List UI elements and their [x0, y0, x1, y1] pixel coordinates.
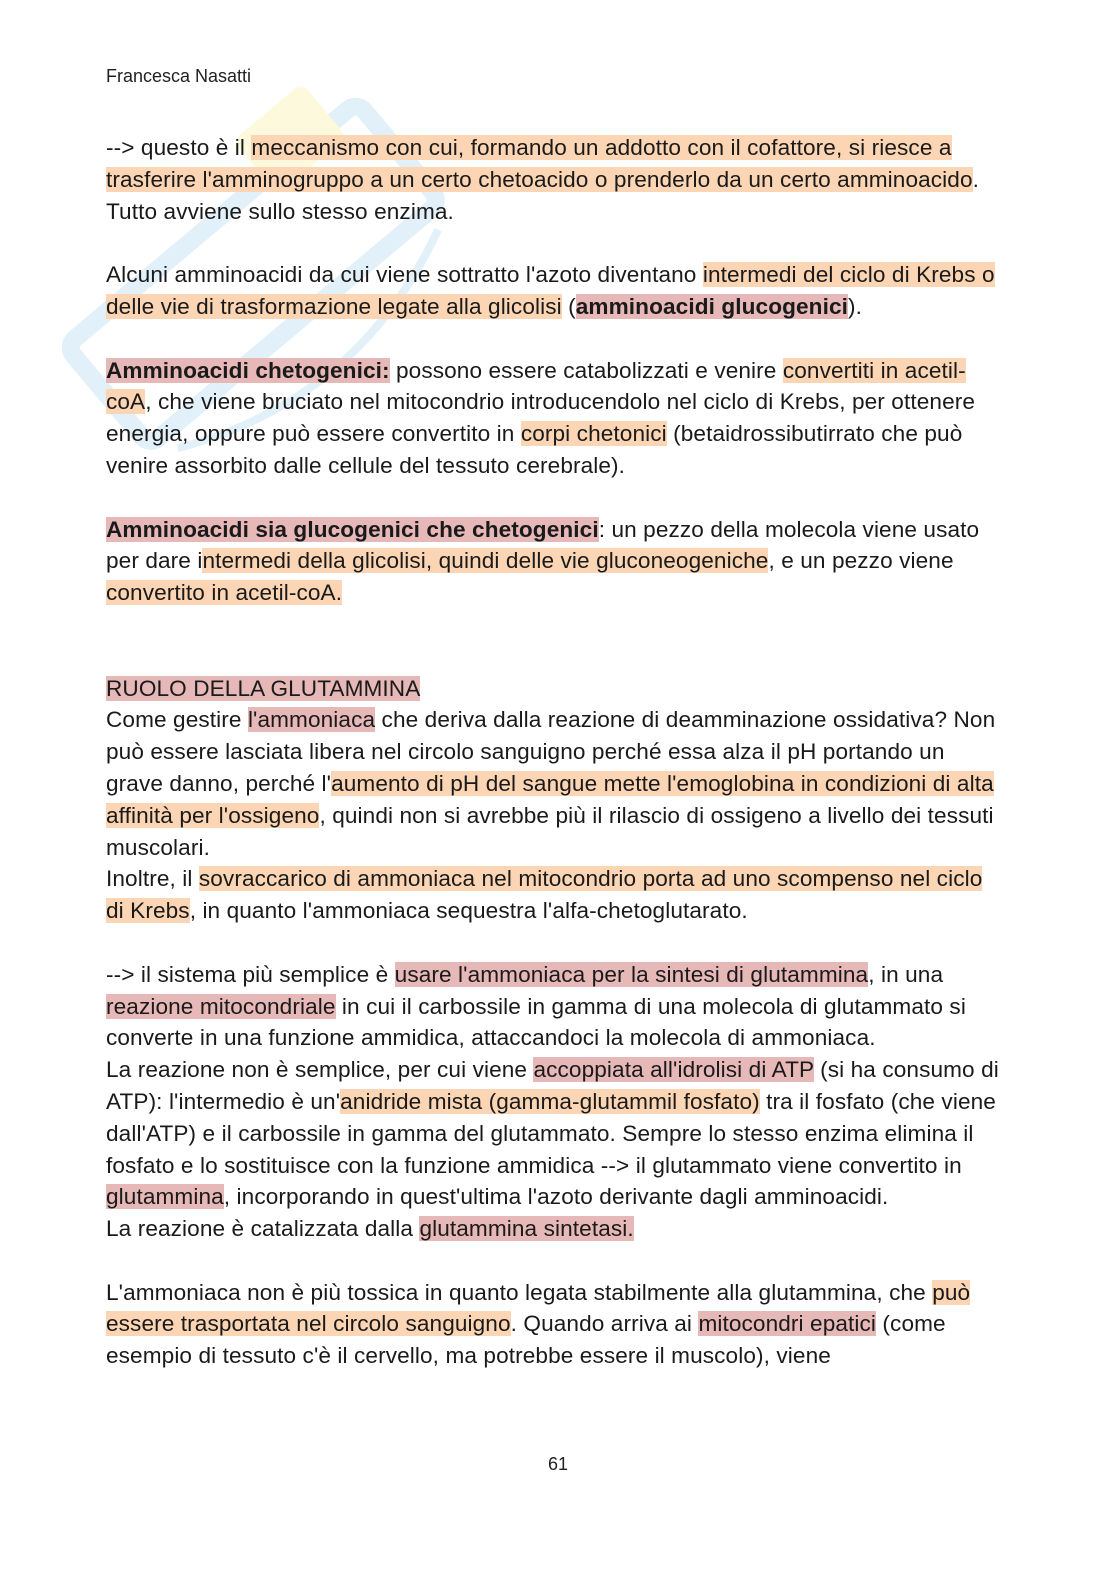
text: . Tutto avviene sullo stesso enzima. — [106, 166, 980, 224]
paragraph-ketogenic — [106, 355, 1006, 482]
text: , in una — [868, 961, 944, 987]
paragraph-krebs-overload — [106, 863, 1006, 927]
highlight: anidride mista (gamma-glutammil fosfato) — [340, 1088, 760, 1114]
page-header-author: Francesca Nasatti — [106, 66, 252, 86]
paragraph-both — [106, 514, 1006, 609]
bold-highlight: Amminoacidi chetogenici: — [106, 357, 390, 383]
paragraph-transport — [106, 1277, 1006, 1372]
text: , incorporando in quest'ultima l'azoto derivante dagli amminoacidi. — [223, 1184, 889, 1210]
highlight: l'ammoniaca — [247, 707, 376, 733]
paragraph-ammonia — [106, 704, 1006, 863]
paragraph-atp — [106, 1054, 1006, 1213]
highlight: corpi chetonici — [520, 421, 667, 447]
highlight: glutammina — [106, 1184, 224, 1210]
text: , che viene bruciato nel mitocondrio introducendolo nel ciclo di Krebs, per ottenere energia, oppure può essere convertito in — [106, 389, 976, 447]
highlight: usare l'ammoniaca per la sintesi di glutammina — [394, 961, 869, 987]
section-title — [106, 673, 1006, 705]
highlight: ntermedi della glicolisi, quindi delle vie gluconeogeniche — [202, 548, 769, 574]
text: Come gestire — [106, 707, 248, 733]
highlight: può essere trasportata nel circolo sanguigno — [106, 1279, 971, 1337]
text: tra il fosfato (che viene dall'ATP) e il carbossile in gamma del glutammato. Sempre lo stesso enzima elimina il fosfato e lo sostituisce con la funzione ammidica --> il glutammato viene convertito in — [106, 1088, 996, 1178]
text: ). — [848, 293, 863, 319]
highlight: convertiti in acetil-coA — [106, 357, 966, 415]
text: --> questo è il — [106, 135, 252, 160]
text: in cui il carbossile in gamma di una molecola di glutammato si converte in una funzione ammidica, attaccandoci la molecola di ammoniaca. — [106, 993, 966, 1051]
highlight: accoppiata all'idrolisi di ATP — [533, 1057, 814, 1083]
highlight: mitocondri epatici — [698, 1311, 877, 1337]
text: --> il sistema più semplice è — [106, 961, 395, 987]
text: ( — [561, 293, 576, 319]
text: che deriva dalla reazione di deamminazione ossidativa? Non può essere lasciata libera nel circolo sanguigno perché essa alza il pH portando un grave danno, perché l' — [106, 707, 996, 796]
paragraph-glutamine-synthesis — [106, 959, 1006, 1054]
text: . Quando arriva ai — [510, 1311, 699, 1337]
text: (betaidrossibutirrato che può venire assorbito dalle cellule del tessuto cerebrale). — [106, 421, 963, 478]
document-body — [106, 132, 1006, 1372]
bold-highlight: amminoacidi glucogenici — [575, 293, 848, 319]
text: Inoltre, il — [106, 866, 199, 892]
highlight: aumento di pH del sangue mette l'emoglobina in condizioni di alta affinità per l'ossigeno — [106, 770, 994, 828]
text: possono essere catabolizzati e venire — [389, 357, 783, 383]
text: La reazione non è semplice, per cui viene — [106, 1057, 534, 1083]
section-title-text: RUOLO DELLA GLUTAMMINA — [106, 675, 421, 701]
highlight: intermedi del ciclo di Krebs o delle vie di trasformazione legate alla glicolisi — [106, 262, 995, 319]
paragraph-enzyme — [106, 1213, 1006, 1245]
highlight: convertito in acetil-coA. — [106, 580, 343, 606]
highlight: sovraccarico di ammoniaca nel mitocondrio porta ad uno scompenso nel ciclo di Krebs — [106, 866, 983, 924]
text: (come esempio di tessuto c'è il cervello, ma potrebbe essere il muscolo), viene — [106, 1311, 946, 1369]
highlight: reazione mitocondriale — [106, 993, 336, 1019]
text: , e un pezzo viene — [768, 548, 954, 574]
text: , quindi non si avrebbe più il rilascio di ossigeno a livello dei tessuti muscolari. — [106, 802, 994, 860]
text: , in quanto l'ammoniaca sequestra l'alfa-chetoglutarato. — [189, 898, 748, 924]
text: : un pezzo della molecola viene usato per dare i — [106, 516, 980, 574]
paragraph-glucogenic — [106, 259, 1006, 323]
page-number: 61 — [547, 1454, 569, 1474]
paragraph-transamination — [106, 132, 1006, 227]
bold-highlight: Amminoacidi sia glucogenici che chetogenici — [106, 516, 599, 542]
highlight: meccanismo con cui, formando un addotto con il cofattore, si riesce a trasferire l'amminogruppo a un certo chetoacido o prenderlo da un certo amminoacido — [106, 135, 973, 192]
text: L'ammoniaca non è più tossica in quanto legata stabilmente alla glutammina, che — [106, 1279, 933, 1305]
text: Alcuni amminoacidi da cui viene sottratto l'azoto diventano — [106, 262, 703, 288]
text: La reazione è catalizzata dalla — [106, 1216, 420, 1242]
highlight: glutammina sintetasi. — [419, 1216, 634, 1242]
text: (si ha consumo di ATP): l'intermedio è un' — [106, 1057, 999, 1114]
